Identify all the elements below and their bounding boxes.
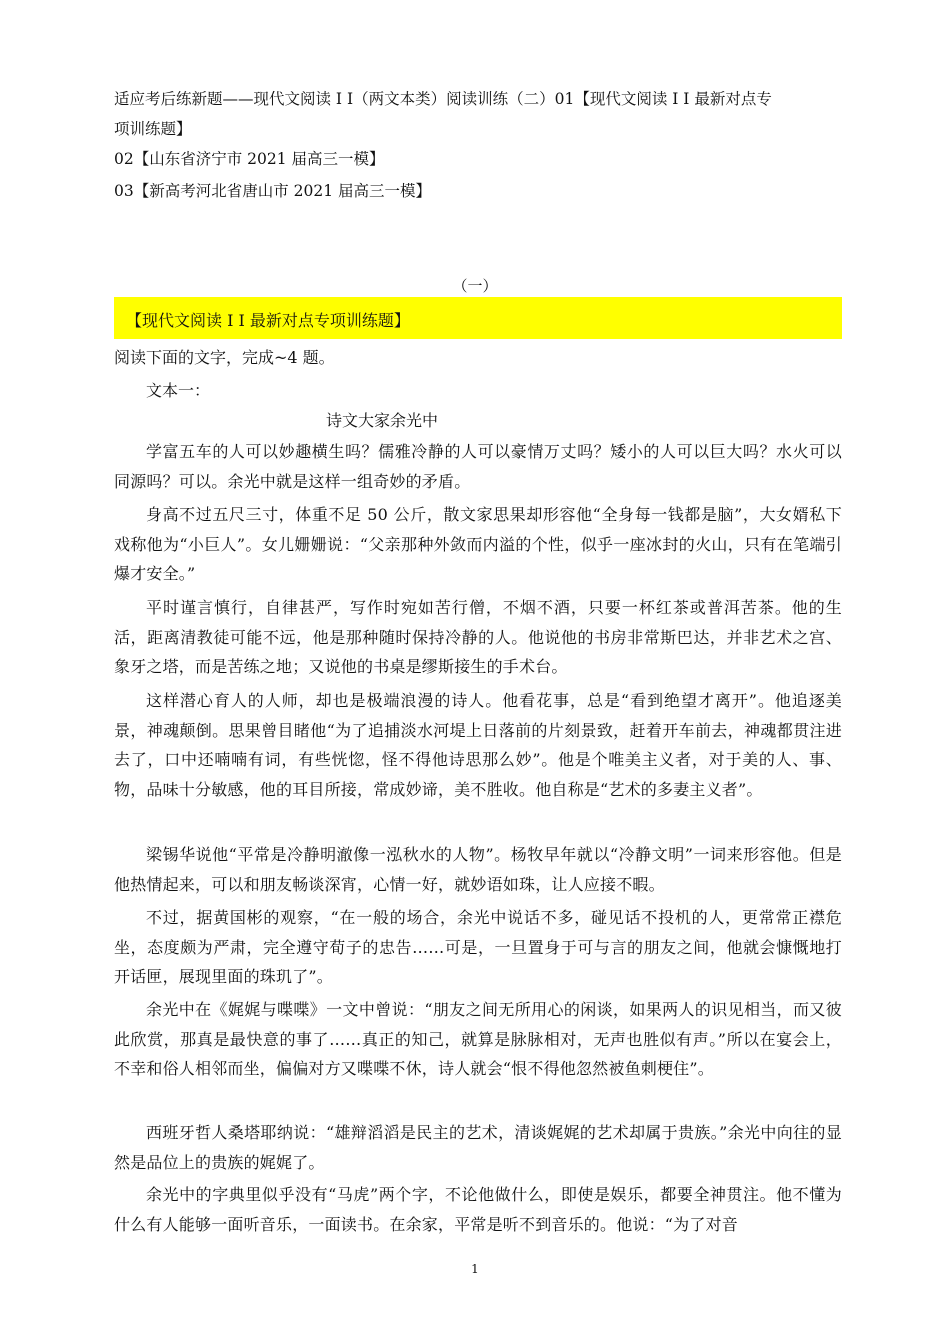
header-line-3: 02【山东省济宁市 2021 届高三一模】 xyxy=(114,150,385,168)
paragraph: 平时谨言慎行，自律甚严，写作时宛如苦行僧，不烟不酒，只要一杯红茶或普洱苦茶。他的生活，距离清教徒可能不远，他是那种随时保持冷静的人。他说他的书房非常斯巴达，并非艺术之宫、象牙之塔，而是苦练之地；又说他的书桌是缪斯接生的手术台。 xyxy=(114,598,842,677)
header-line-2: 项训练题】 xyxy=(114,120,192,138)
paragraph: 身高不过五尺三寸，体重不足 50 公斤，散文家思果却形容他“全身每一钱都是脑”，大女婿私下戏称他为“小巨人”。女儿姗姗说：“父亲那种外敛而内溢的个性，似乎一座冰封的火山，只有在笔端引爆才安全。” xyxy=(114,505,842,584)
paragraph: 余光中的字典里似乎没有“马虎”两个字，不论他做什么，即使是娱乐，都要全神贯注。他不懂为什么有人能够一面听音乐，一面读书。在余家，平常是听不到音乐的。他说：“为了对音 xyxy=(114,1185,842,1234)
reading-instruction: 阅读下面的文字，完成~4 题。 xyxy=(114,348,335,367)
section-number: （一） xyxy=(452,277,498,295)
paragraph: 学富五车的人可以妙趣横生吗？儒雅冷静的人可以豪情万丈吗？矮小的人可以巨大吗？水火可以同源吗？可以。余光中就是这样一组奇妙的矛盾。 xyxy=(114,442,842,491)
paragraph: 不过，据黄国彬的观察，“在一般的场合，余光中说话不多，碰见话不投机的人，更常常正襟危坐，态度颇为严肃，完全遵守荀子的忠告……可是，一旦置身于可与言的朋友之间，他就会慷慨地打开话匣，展现里面的珠玑了”。 xyxy=(114,908,842,987)
header-line-4: 03【新高考河北省唐山市 2021 届高三一模】 xyxy=(114,182,432,200)
paragraph: 这样潜心育人的人师，却也是极端浪漫的诗人。他看花事，总是“看到绝望才离开”。他追逐美景，神魂颠倒。思果曾目睹他“为了追捕淡水河堤上日落前的片刻景致，赶着开车前去，神魂都贯注进去了，口中还喃喃有词，有些恍惚，怪不得他诗思那么妙”。他是个唯美主义者，对于美的人、事、物，品味十分敏感，他的耳目所接，常成妙谛，美不胜收。他自称是“艺术的多妻主义者”。 xyxy=(114,691,842,799)
page-number: 1 xyxy=(471,1262,479,1276)
article-title: 诗文大家余光中 xyxy=(326,411,439,430)
paragraph: 西班牙哲人桑塔耶纳说：“雄辩滔滔是民主的艺术，清谈娓娓的艺术却属于贵族。”余光中向往的显然是品位上的贵族的娓娓了。 xyxy=(114,1123,842,1172)
text-label: 文本一： xyxy=(146,381,211,400)
section-highlight-title: 【现代文阅读 I I 最新对点专项训练题】 xyxy=(126,311,410,330)
paragraph: 梁锡华说他“平常是冷静明澈像一泓秋水的人物”。杨牧早年就以“冷静文明”一词来形容他。但是他热情起来，可以和朋友畅谈深宵，心情一好，就妙语如珠，让人应接不暇。 xyxy=(114,845,842,894)
paragraph: 余光中在《娓娓与喋喋》一文中曾说：“朋友之间无所用心的闲谈，如果两人的识见相当，而又彼此欣赏，那真是最快意的事了……真正的知己，就算是脉脉相对，无声也胜似有声。”所以在宴会上，不幸和俗人相邻而坐，偏偏对方又喋喋不休，诗人就会“恨不得他忽然被鱼刺梗住”。 xyxy=(114,1000,842,1079)
header-line-1: 适应考后练新题——现代文阅读 I I（两文本类）阅读训练（二）01【现代文阅读 I I 最新对点专 xyxy=(114,90,772,108)
section-highlight-bar xyxy=(114,297,842,339)
